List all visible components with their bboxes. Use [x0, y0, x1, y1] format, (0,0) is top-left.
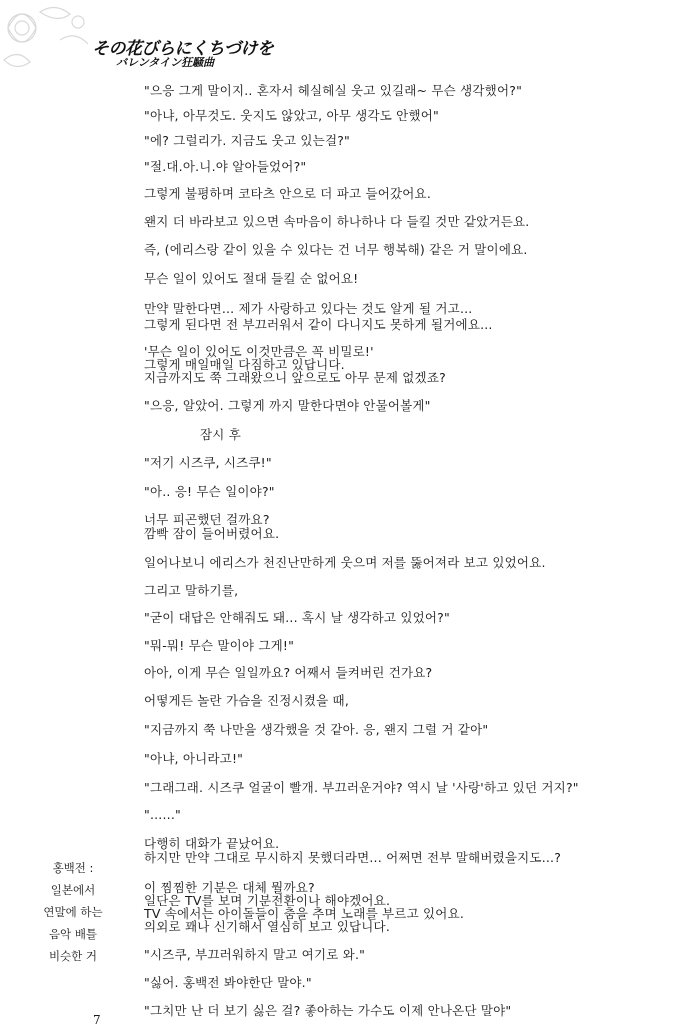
side-note-line: 비슷한 거 — [48, 949, 98, 963]
text-line: 그리고 말하기를, — [144, 583, 239, 598]
text-line: 하지만 만약 그대로 무시하지 못했더라면... 어쩌면 전부 말해버렸을지도...? — [144, 850, 562, 865]
side-note-line: 일본에서 — [50, 883, 96, 897]
text-line: 너무 피곤했던 걸까요? — [144, 512, 270, 527]
side-note-line: 연말에 하는 — [43, 905, 103, 919]
text-line: "절.대.아.니.야 알아들었어?" — [144, 159, 307, 174]
text-line: 왠지 더 바라보고 있으면 속마음이 하나하나 다 들킬 것만 같았거든요. — [144, 214, 530, 229]
text-line: 그렇게 불평하며 코타츠 안으로 더 파고 들어갔어요. — [144, 186, 431, 201]
text-line: 이 찜찜한 기분은 대체 뭘까요? — [144, 880, 315, 895]
text-line: 아아, 이게 무슨 일일까요? 어째서 들켜버린 건가요? — [144, 665, 433, 680]
text-line: 일어나보니 에리스가 천진난만하게 웃으며 저를 뚫어져라 보고 있었어요. — [144, 555, 546, 570]
side-note-line: 홍백전 : — [52, 861, 94, 875]
text-line: "아냐, 아무것도. 웃지도 않았고, 아무 생각도 안했어" — [144, 108, 439, 123]
text-line: "시즈쿠, 부끄러워하지 말고 여기로 와." — [144, 947, 366, 962]
text-line: TV 속에서는 아이돌들이 춤을 추며 노래를 부르고 있어요. — [144, 906, 465, 921]
text-line: "아.. 응! 무슨 일이야?" — [144, 484, 275, 499]
side-note — [18, 862, 128, 972]
text-line: "지금까지 쭉 나만을 생각했을 것 같아. 응, 왠지 그럴 거 같아" — [144, 722, 489, 737]
text-line: '무슨 일이 있어도 이것만큼은 꼭 비밀로!' — [144, 344, 374, 359]
text-line: "그치만 난 더 보기 싫은 걸? 좋아하는 가수도 이제 안나온단 말야" — [144, 1003, 512, 1018]
text-line: "굳이 대답은 안해줘도 돼... 혹시 날 생각하고 있었어?" — [144, 610, 450, 625]
page-number: 7 — [93, 1013, 101, 1027]
text-line: "아냐, 아니라고!" — [144, 751, 244, 766]
text-line: 깜빡 잠이 들어버렸어요. — [144, 526, 280, 541]
text-line: 만약 말한다면... 제가 사랑하고 있다는 것도 알게 될 거고... — [144, 301, 473, 316]
text-line: 어떻게든 놀란 가슴을 진정시켰을 때, — [144, 693, 349, 708]
text-line: "저기 시즈쿠, 시즈쿠!" — [144, 455, 272, 470]
text-line: 그렇게 매일매일 다짐하고 있답니다. — [144, 357, 345, 372]
text-line: 일단은 TV를 보며 기분전환이나 해야겠어요. — [144, 893, 391, 908]
page-subtitle: バレンタイン狂騒曲 — [116, 56, 215, 69]
text-line: "......" — [144, 807, 181, 822]
side-note-line: 음악 배틀 — [48, 927, 98, 941]
text-line: "으응, 알았어. 그렇게 까지 말한다면야 안물어볼게" — [144, 398, 431, 413]
text-line: 즉, (에리스랑 같이 있을 수 있다는 건 너무 행복해) 같은 거 말이에요. — [144, 242, 528, 257]
text-line: "뭐-뭐! 무슨 말이야 그게!" — [144, 638, 295, 653]
text-line: 다행히 대화가 끝났어요. — [144, 836, 280, 851]
text-line: "으응 그게 말이지.. 혼자서 헤실헤실 웃고 있길래~ 무슨 생각했어?" — [144, 83, 523, 98]
text-line: 잠시 후 — [200, 427, 241, 442]
text-line: "싫어. 홍백전 봐야한단 말야." — [144, 975, 312, 990]
text-line: "에? 그럴리가. 지금도 웃고 있는걸?" — [144, 133, 351, 148]
text-line: 지금까지도 쭉 그래왔으니 앞으로도 아무 문제 없겠죠? — [144, 370, 446, 385]
text-line: "그래그래. 시즈쿠 얼굴이 빨개. 부끄러운거야? 역시 날 '사랑'하고 있던 거지?" — [144, 780, 579, 795]
text-line: 무슨 일이 있어도 절대 들킬 순 없어요! — [144, 271, 359, 286]
page-title: その花びらにくちづけを — [92, 39, 274, 59]
text-line: 의외로 꽤나 신기해서 열심히 보고 있답니다. — [144, 919, 390, 934]
text-line: 그렇게 된다면 전 부끄러워서 같이 다니지도 못하게 될거에요... — [144, 317, 493, 332]
